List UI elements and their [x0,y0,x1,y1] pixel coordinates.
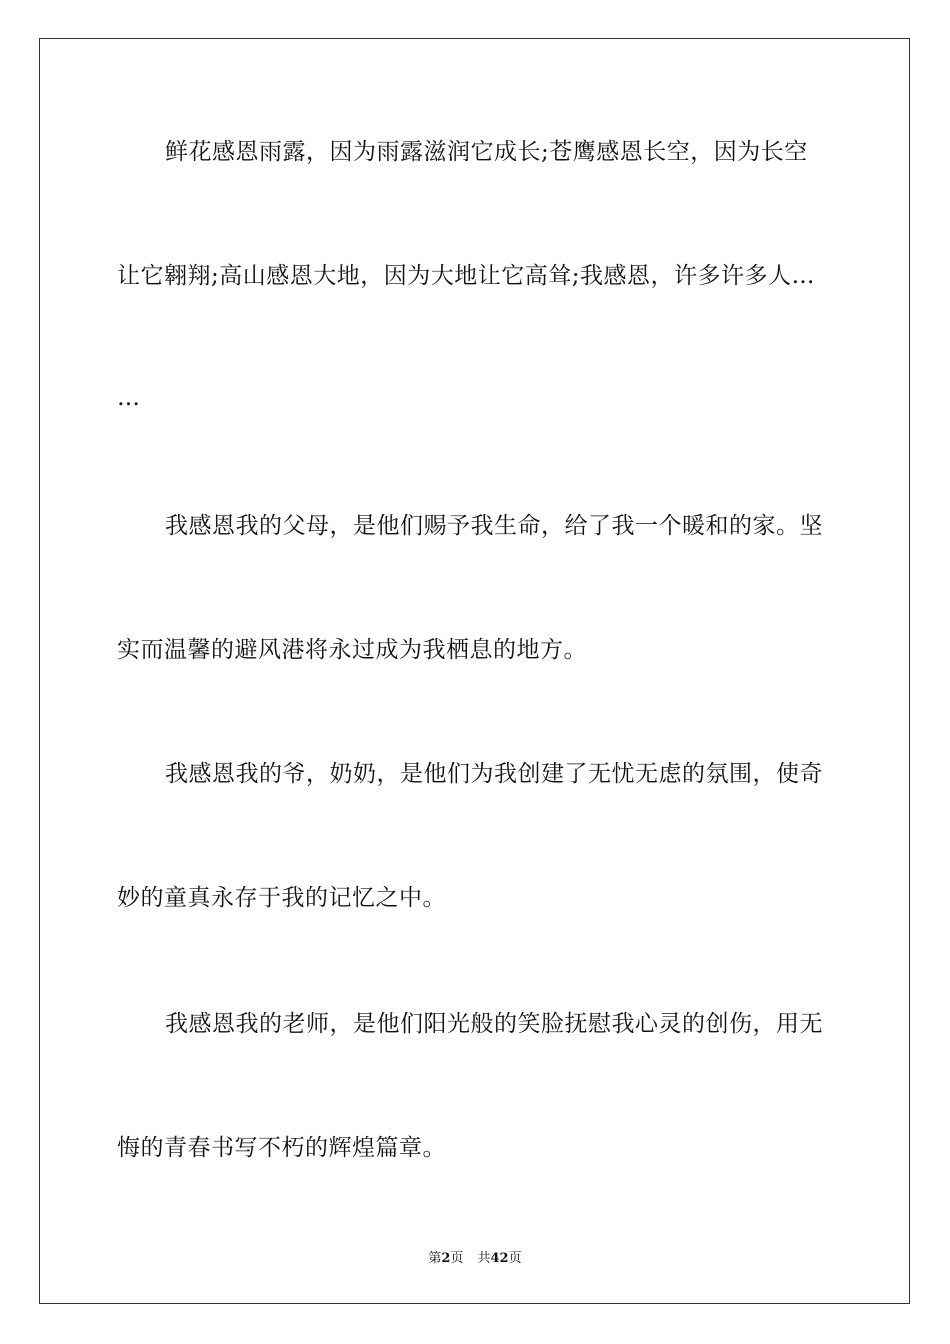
paragraph-1-line-3: … [117,385,141,411]
page-footer [0,1247,950,1266]
paragraph-2-line-1: 我感恩我的父母，是他们赐予我生命，给了我一个暖和的家。坚 [165,513,823,539]
page-prefix: 第 [428,1251,442,1266]
paragraph-3-line-2: 妙的童真永存于我的记忆之中。 [117,885,446,911]
paragraph-1-line-1: 鲜花感恩雨露，因为雨露滋润它成长;苍鹰感恩长空，因为长空 [165,139,808,165]
total-pages: 42 [490,1251,509,1266]
page-border [39,38,910,1304]
paragraph-4-line-1: 我感恩我的老师，是他们阳光般的笑脸抚慰我心灵的创伤，用无 [165,1011,823,1037]
page-suffix: 页 [450,1251,464,1266]
total-prefix: 共 [477,1251,491,1266]
page-number: 2 [441,1251,451,1266]
paragraph-3-line-1: 我感恩我的爷，奶奶，是他们为我创建了无忧无虑的氛围，使奇 [165,761,823,787]
paragraph-1-line-2: 让它翱翔;高山感恩大地，因为大地让它高耸;我感恩，许多许多人… [117,263,815,289]
paragraph-2-line-2: 实而温馨的避风港将永过成为我栖息的地方。 [117,637,587,663]
paragraph-4-line-2: 悔的青春书写不朽的辉煌篇章。 [117,1135,446,1161]
total-suffix: 页 [508,1251,522,1266]
